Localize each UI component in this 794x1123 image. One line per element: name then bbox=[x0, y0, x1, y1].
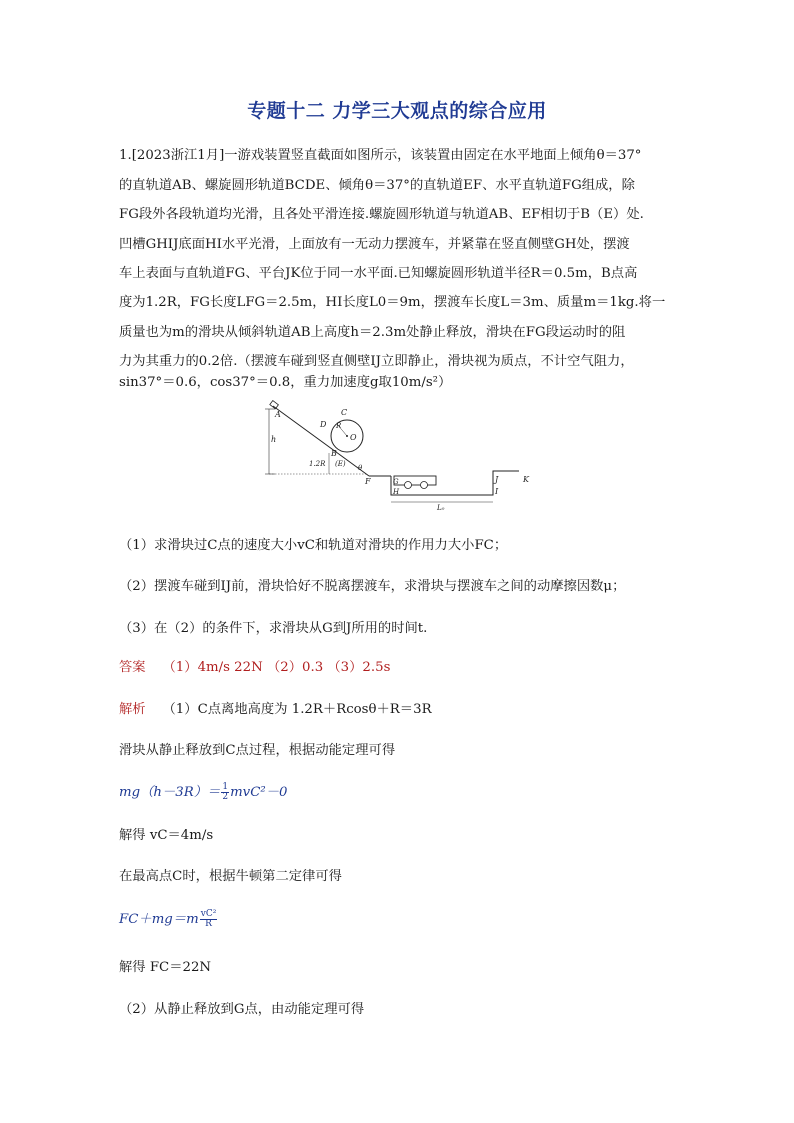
label-I: I bbox=[495, 487, 499, 496]
label-O: O bbox=[350, 433, 357, 442]
solution-step-3: 解得 vC＝4m/s bbox=[119, 828, 214, 843]
slider-block bbox=[270, 401, 279, 409]
question-2: （2）摆渡车碰到IJ前，滑块恰好不脱离摆渡车，求滑块与摆渡车之间的动摩擦因数μ； bbox=[119, 579, 626, 594]
label-B: B bbox=[331, 449, 337, 458]
solution-step-2: 滑块从静止释放到C点过程，根据动能定理可得 bbox=[119, 743, 396, 758]
label-F: F bbox=[365, 477, 371, 486]
label-theta: θ bbox=[358, 464, 363, 472]
car-wheel-left bbox=[405, 482, 412, 489]
fraction-half: $\frac{1}{2}$ bbox=[222, 782, 229, 802]
question-1: （1）求滑块过C点的速度大小vC和轨道对滑块的作用力大小FC； bbox=[119, 538, 508, 553]
problem-line-2: 的直轨道AB、螺旋圆形轨道BCDE、倾角θ＝37°的直轨道EF、水平直轨道FG组成，除 bbox=[119, 178, 635, 193]
label-H: H bbox=[393, 488, 400, 496]
solution-equation-2: FC＋mg＝m $\frac{\text{vC²}}{R}$ bbox=[119, 909, 217, 929]
problem-line-8: 力为其重力的0.2倍.（摆渡车碰到竖直侧壁IJ立即静止，滑块视为质点，不计空气阻力， bbox=[119, 354, 634, 369]
label-R: R bbox=[336, 422, 342, 430]
label-E: (E) bbox=[335, 460, 346, 468]
solution-equation-1: mg（h－3R）＝ $\frac{1}{2}$ mvC²－0 bbox=[119, 782, 288, 802]
problem-line-1: 1.[2023浙江1月]一游戏装置竖直截面如图所示，该装置由固定在水平地面上倾角θ＝37° bbox=[119, 148, 642, 163]
solution-step-6: （2）从静止释放到G点，由动能定理可得 bbox=[119, 1002, 365, 1017]
solution-step-1: （1）C点离地高度为 1.2R＋Rcosθ＋R＝3R bbox=[162, 702, 432, 717]
fraction-v2-over-R: $\frac{\text{vC²}}{R}$ bbox=[200, 909, 217, 929]
answer-row bbox=[119, 656, 390, 675]
solution-label: 解析 bbox=[119, 702, 146, 717]
solution-row-1 bbox=[119, 698, 432, 717]
label-J: J bbox=[495, 475, 499, 484]
label-D: D bbox=[320, 420, 327, 429]
problem-line-4: 凹槽GHIJ底面HI水平光滑，上面放有一无动力摆渡车，并紧靠在竖直侧壁GH处，摆渡 bbox=[119, 237, 630, 252]
label-G: G bbox=[393, 478, 399, 486]
answer-label: 答案 bbox=[119, 660, 146, 675]
page-title: 专题十二 力学三大观点的综合应用 bbox=[247, 100, 547, 122]
label-h: h bbox=[271, 435, 277, 444]
car-wheel-right bbox=[421, 482, 428, 489]
solution-step-4: 在最高点C时，根据牛顿第二定律可得 bbox=[119, 869, 342, 884]
label-C: C bbox=[341, 408, 348, 417]
problem-line-3: FG段外各段轨道均光滑，且各处平滑连接.螺旋圆形轨道与轨道AB、EF相切于B（E）处. bbox=[119, 207, 644, 222]
question-3: （3）在（2）的条件下，求滑块从G到J所用的时间t. bbox=[119, 621, 428, 636]
label-K: K bbox=[523, 475, 529, 484]
problem-line-7: 质量也为m的滑块从倾斜轨道AB上高度h＝2.3m处静止释放，滑块在FG段运动时的阻 bbox=[119, 325, 626, 340]
answer-text: （1）4m/s 22N （2）0.3 （3）2.5s bbox=[162, 660, 391, 675]
label-A: A bbox=[275, 410, 281, 419]
problem-line-9: sin37°＝0.6，cos37°＝0.8，重力加速度g取10m/s²） bbox=[119, 375, 452, 390]
problem-number: 1. bbox=[119, 148, 132, 163]
problem-line-5: 车上表面与直轨道FG、平台JK位于同一水平面.已知螺旋圆形轨道半径R＝0.5m，B点高 bbox=[119, 266, 638, 281]
problem-line-6: 度为1.2R，FG长度LFG＝2.5m，HI长度L0＝9m，摆渡车长度L＝3m、质量m＝1kg.将一 bbox=[119, 295, 666, 310]
track-diagram bbox=[255, 398, 540, 513]
ferry-car bbox=[394, 476, 436, 485]
label-L0: L₀ bbox=[437, 504, 445, 512]
solution-step-5: 解得 FC＝22N bbox=[119, 960, 212, 975]
label-1.2R: 1.2R bbox=[309, 460, 326, 468]
